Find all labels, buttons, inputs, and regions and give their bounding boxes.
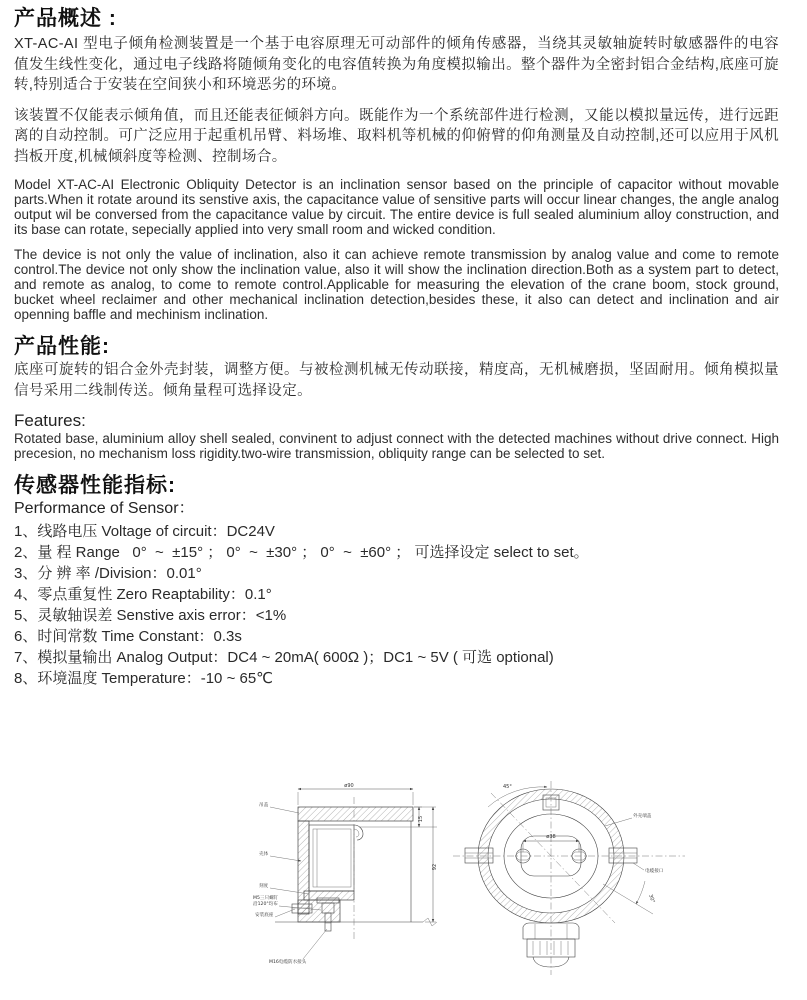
spec-item-range: 2、量 程 Range 0° ~ ±15° ； 0° ~ ±30° ； 0° ~ ±60° ； 可选择设定 select to set。 <box>14 544 589 561</box>
label-cable: 电缆接口 <box>645 869 664 874</box>
performance-paragraph-cn: 底座可旋转的铝合金外壳封装，调整方便。与被检测机械无传动联接，精度高，无机械磨损，坚固耐用。倾角模拟量信号采用二线制传送。倾角量程可选择设定。 <box>14 362 779 399</box>
spec-item-axis-error: 5、灵敏轴误差 Senstive axis error：<1% <box>14 607 287 624</box>
sensor-spec-heading: 传感器性能指标: <box>14 474 176 497</box>
spec-item-voltage: 1、线路电压 Voltage of circuit：DC24V <box>14 523 275 540</box>
dim-angle-right-label: 30° <box>647 893 656 905</box>
label-screws-2: 沿120°均布 <box>253 902 278 907</box>
spec-item-zero-repeat: 4、零点重复性 Zero Reaptability：0.1° <box>14 586 272 603</box>
section-body <box>275 797 437 941</box>
section-dimension-height <box>414 807 438 922</box>
label-base: 安装底座 <box>255 913 274 918</box>
section-dimension-cap <box>414 807 424 827</box>
features-paragraph-en: Rotated base, aluminium alloy shell sealed, convinent to adjust connect with the detected machines without drive connect. High precesion, no mechanism loss rigidity.two-wire transmission, obliquity range can be selected to set. <box>14 431 779 461</box>
overview-paragraph-en-2: The device is not only the value of inclination, also it can achieve remote transmission by analog value and come to remote control.The device not only show the inclination value, also it will show the inclination direction.Both as a system part to detect, and remote as analog, to come to remote control.Applicable for measuring the elevation of the crane boom, stock ground, bucket wheel reclaimer and other mechanical inclination detection,besides these, it also can detect and inclination and air openning baffle and mechinism inclination. <box>14 247 779 322</box>
section-labels <box>253 801 327 965</box>
section-view-drawing <box>251 779 451 997</box>
spec-item-analog-out: 7、模拟量输出 Analog Output：DC4 ~ 20mA( 600Ω )；DC1 ~ 5V ( 可选 optional) <box>14 649 554 666</box>
section-dimension-diameter <box>298 783 413 805</box>
dim-diameter-label: ø90 <box>344 783 354 789</box>
label-shell: 壳体 <box>259 852 269 857</box>
overview-paragraph-cn-2: 该装置不仅能表示倾角值，而且还能表征倾斜方向。既能作为一个系统部件进行检测，又能以模拟量远传，进行远距离的自动控制。可广泛应用于起重机吊臂、料场堆、取料机等机械的仰俯臂的仰角测量及自动控制,还可以应用于风机挡板开度,机械倾斜度等检测、控制场合。 <box>14 107 779 165</box>
label-gland: M16电缆防水接头 <box>269 960 307 965</box>
dim-cap-label: 15 <box>418 815 424 823</box>
label-cap: 吊盖 <box>259 803 269 808</box>
front-body <box>453 781 685 975</box>
spec-item-temperature: 8、环境温度 Temperature：-10 ~ 65℃ <box>14 670 274 687</box>
dim-center-label: ø38 <box>546 834 556 840</box>
front-view-drawing <box>453 779 703 989</box>
dim-angle-top-label: 45° <box>503 784 512 790</box>
sensor-spec-list <box>14 521 779 689</box>
overview-paragraph-cn-1: XT-AC-AI 型电子倾角检测装置是一个基于电容原理无可动部件的倾角传感器，当绕其灵敏轴旋转时敏感器件的电容值发生线性变化，通过电子线路将随倾角变化的电容值转换为角度模拟输出。整个器件为全密封铝合金结构,底座可旋转,特别适合于安装在空间狭小和环境恶劣的环境。 <box>14 36 779 93</box>
performance-heading: 产品性能: <box>14 335 110 358</box>
label-screws-1: M5三只螺钉 <box>253 896 279 901</box>
overview-paragraph-en-1: Model XT-AC-AI Electronic Obliquity Detector is an inclination sensor based on the principle of capacitor without movable parts.When it rotate around its senstive axis, the capacitance value of sensitive parts will occur linear changes, the angle analog output wil be conversed from the capacitance value by circuit. The entire device is full sealed aluminium alloy construction, and its base can rotate, sepecially applied into very small room and wicked condition. <box>14 177 779 237</box>
spec-item-division: 3、分 辨 率 /Division：0.01° <box>14 565 202 582</box>
spec-item-time-const: 6、时间常数 Time Constant：0.3s <box>14 628 242 645</box>
dim-height-label: 92 <box>432 863 438 871</box>
label-cover: 外壳端盖 <box>633 814 652 819</box>
overview-heading: 产品概述 : <box>14 7 117 30</box>
label-scale: 刻度 <box>259 884 269 889</box>
sensor-spec-subheading: Performance of Sensor： <box>14 500 195 517</box>
features-heading: Features: <box>14 411 86 430</box>
